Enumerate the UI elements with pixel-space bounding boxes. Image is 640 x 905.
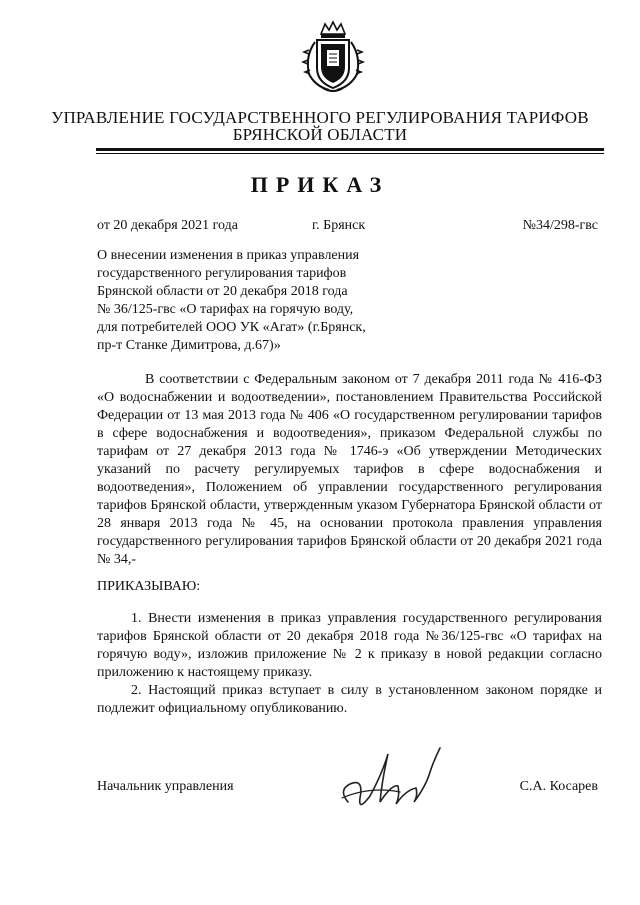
subject-line: О внесении изменения в приказ управления bbox=[97, 248, 360, 263]
subject-line: государственного регулирования тарифов bbox=[97, 266, 347, 281]
subject-line: Брянской области от 20 декабря 2018 года bbox=[97, 284, 348, 299]
preamble-paragraph: В соответствии с Федеральным законом от 7 декабря 2011 года № 416-ФЗ «О водоснабжении и водоотведении», постановлением Правительства Российской Федерации от 13 мая 2013 года № 406 «О государственном регулировании тарифов в сфере водоснабжения и водоотведения», приказом Федеральной службы по тарифам от 27 декабря 2013 года № 1746-э «Об утверждении Методических указаний по расчету регулируемых тарифов в сфере водоснабжения и водоотведения», Положением об управлении государственного регулирования тарифов Брянской области, утвержденным указом Губернатора Брянской области от 28 января 2013 года № 45, на основании протокола правления управления государственного регулирования тарифов Брянской области от 20 декабря 2021 года № 34,- bbox=[97, 372, 602, 567]
document-title: ПРИКАЗ bbox=[250, 172, 390, 197]
coat-of-arms-icon bbox=[299, 20, 367, 94]
document-subject bbox=[97, 247, 437, 355]
subject-line: № 36/125-гвс «О тарифах на горячую воду, bbox=[97, 302, 354, 317]
signatory-name: С.А. Косарев bbox=[519, 779, 598, 794]
document-number: №34/298-гвс bbox=[522, 218, 598, 233]
order-item-2: 2. Настоящий приказ вступает в силу в установленном законом порядке и подлежит официальному опубликованию. bbox=[97, 683, 602, 716]
document-date: от 20 декабря 2021 года bbox=[97, 218, 238, 233]
organization-name-line1: УПРАВЛЕНИЕ ГОСУДАРСТВЕННОГО РЕГУЛИРОВАНИЯ ТАРИФОВ bbox=[51, 108, 589, 127]
organization-name-line2: БРЯНСКОЙ ОБЛАСТИ bbox=[232, 125, 408, 144]
header-divider-thick bbox=[96, 148, 604, 151]
order-label: ПРИКАЗЫВАЮ: bbox=[97, 579, 201, 594]
subject-line: для потребителей ООО УК «Агат» (г.Брянск, bbox=[97, 320, 366, 335]
signatory-role: Начальник управления bbox=[97, 779, 234, 794]
order-item-1: 1. Внести изменения в приказ управления государственного регулирования тарифов Брянской области от 20 декабря 2018 года №36/125-гвс «О тарифах на горячую воду», изложив приложение № 2 к приказу в новой редакции согласно приложению к настоящему приказу. bbox=[97, 611, 602, 680]
signature-icon bbox=[330, 740, 450, 820]
document-city: г. Брянск bbox=[312, 218, 366, 233]
subject-line: пр-т Станке Димитрова, д.67)» bbox=[97, 338, 281, 353]
header-divider-thin bbox=[96, 153, 604, 154]
